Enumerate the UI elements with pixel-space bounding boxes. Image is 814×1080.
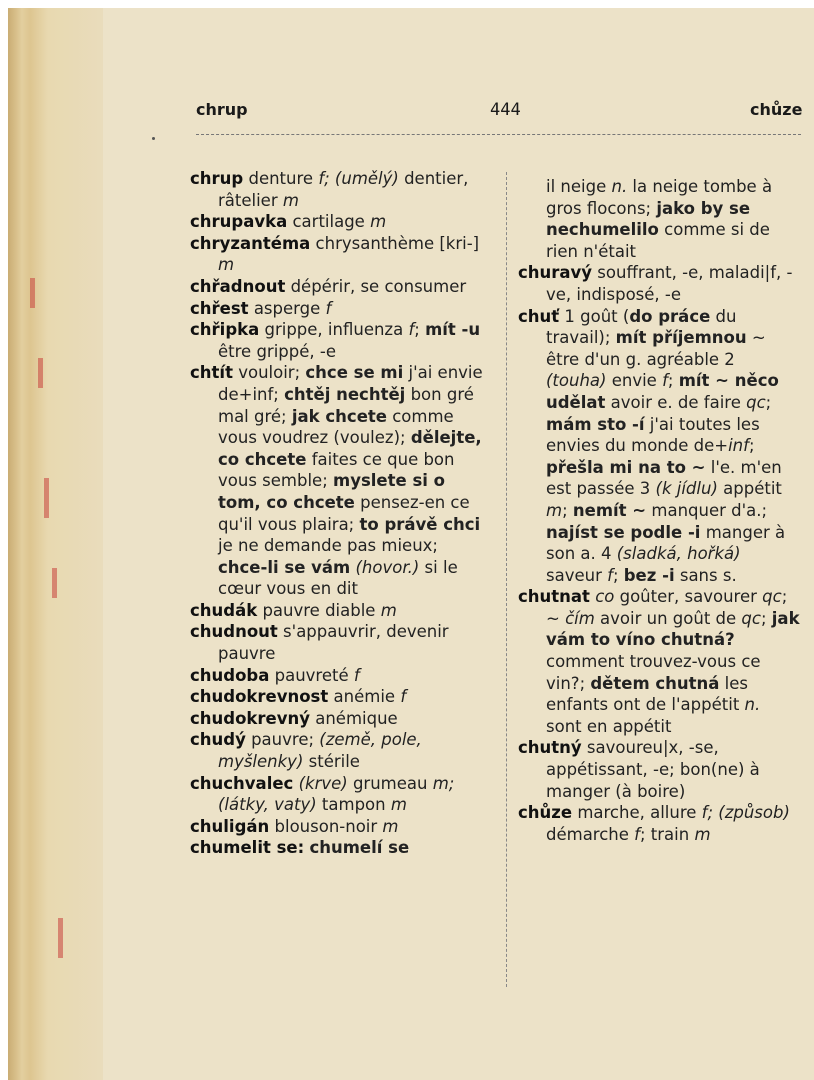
dictionary-entry	[190, 665, 490, 687]
dictionary-entry	[190, 729, 490, 772]
thumb-index-mark	[44, 478, 49, 518]
dictionary-entry	[190, 298, 490, 320]
headword: chutnat	[518, 587, 590, 607]
translation: l'e. m'en est passée 3	[546, 457, 782, 499]
translation: les enfants ont de l'appétit	[546, 673, 749, 715]
headword: chutný	[518, 738, 582, 758]
column-divider	[506, 172, 507, 987]
translation: ; train	[639, 824, 695, 844]
translation: appétit	[717, 479, 782, 499]
headword: chůze	[518, 803, 573, 823]
grammar-note: f; (způsob)	[701, 803, 790, 823]
header-rule	[196, 134, 801, 135]
phrase: jak chcete	[291, 406, 387, 426]
translation: pauvre;	[245, 730, 320, 750]
headword: chřest	[190, 298, 249, 318]
grammar-note: n.	[744, 695, 761, 715]
dictionary-entry	[518, 262, 800, 305]
grammar-note: qc	[762, 587, 782, 607]
translation: avoir e. de faire	[605, 392, 747, 412]
dictionary-entry	[518, 737, 800, 802]
grammar-note: f	[634, 824, 640, 844]
grammar-note: m	[218, 255, 235, 275]
headword: chřadnout	[190, 276, 286, 296]
dictionary-entry	[190, 837, 490, 859]
translation: comme vous voudrez (voulez);	[218, 406, 454, 448]
right-column	[518, 176, 800, 845]
translation: j'ai toutes les envies du monde de+	[546, 414, 760, 456]
grammar-note: m	[370, 212, 387, 232]
grammar-note: (k jídlu)	[655, 479, 718, 499]
grammar-note: f	[662, 371, 668, 391]
headword: chrupavka	[190, 212, 288, 232]
headword: chumelit se:	[190, 838, 305, 858]
grammar-note: (krve)	[298, 773, 348, 793]
translation: stérile	[303, 752, 360, 772]
translation: avoir un goût de	[594, 608, 742, 628]
grammar-note: f; (umělý)	[318, 169, 399, 188]
translation: goûter, savourer	[614, 587, 763, 607]
headword: churavý	[518, 263, 593, 283]
translation: denture	[243, 169, 319, 188]
phrase: chce se mi	[305, 363, 404, 383]
grammar-note: qc	[741, 608, 761, 628]
grammar-note: f	[607, 565, 613, 585]
translation: savoureu|x, -se, appétissant, -e; bon(ne) à manger (à boire)	[546, 738, 760, 801]
dictionary-entry	[190, 600, 490, 622]
phrase: dělejte, co chcete	[218, 428, 482, 469]
phrase: najíst se podle -i	[546, 522, 701, 542]
thumb-index-mark	[52, 568, 57, 598]
dictionary-entry	[190, 686, 490, 708]
dictionary-entry	[190, 708, 490, 730]
translation: bon gré mal gré;	[218, 384, 474, 426]
translation: ~ être d'un g. agréable 2	[546, 328, 766, 369]
page-speck	[152, 137, 155, 140]
phrase: mám sto -í	[546, 414, 645, 434]
phrase: mít příjemnou	[615, 328, 747, 348]
headword: chudý	[190, 730, 246, 750]
dictionary-entry	[518, 306, 800, 587]
translation: sont en appétit	[546, 716, 672, 736]
translation: anémie	[328, 687, 401, 707]
grammar-note: m	[282, 190, 299, 210]
headword: chřipka	[190, 320, 260, 340]
phrase: chumelí se	[309, 838, 410, 858]
translation: vouloir;	[232, 363, 306, 383]
grammar-note: (země, pole, myšlenky)	[218, 730, 422, 772]
grammar-note: f	[400, 687, 407, 707]
headword: chudák	[190, 600, 258, 620]
phrase: bez -i	[623, 565, 675, 585]
headword: chuchvalec	[190, 773, 294, 793]
translation: sans s.	[674, 565, 737, 585]
translation: je ne demande pas mieux;	[218, 536, 438, 556]
grammar-note: (hovor.)	[355, 557, 420, 577]
translation: blouson-noir	[269, 816, 383, 836]
translation: manquer d'a.;	[646, 500, 768, 520]
dictionary-entry	[190, 276, 490, 298]
grammar-note: m	[694, 824, 711, 844]
thumb-index-mark	[38, 358, 43, 388]
dictionary-entry	[518, 176, 800, 262]
dictionary-entry	[190, 233, 490, 276]
translation: faites ce que bon vous semble;	[218, 449, 455, 491]
translation: comment trouvez-vous ce vin?;	[546, 652, 761, 693]
phrase: myslete si o tom, co chcete	[218, 471, 445, 512]
dictionary-entry	[190, 211, 490, 233]
headword: chryzantéma	[190, 233, 311, 253]
translation: saveur	[546, 565, 608, 585]
phrase: to právě chci	[359, 514, 481, 534]
translation: j'ai envie de+inf;	[218, 363, 483, 404]
translation: pensez-en ce qu'il vous plaira;	[218, 492, 470, 534]
phrase: chce-li se vám	[218, 557, 351, 577]
dictionary-entry	[190, 319, 490, 362]
translation: dentier, râtelier	[218, 169, 469, 210]
translation: anémique	[309, 708, 398, 728]
headword: chrup	[190, 169, 244, 188]
grammar-note: n.	[611, 177, 628, 196]
translation: si le cœur vous en dit	[218, 557, 458, 599]
dictionary-entry	[190, 773, 490, 816]
grammar-note: (sladká, hořká)	[616, 544, 741, 564]
phrase: nemít ~	[572, 500, 647, 520]
headword: chudokrevný	[190, 708, 310, 728]
translation: dépérir, se consumer	[285, 276, 467, 296]
headword: chudokrevnost	[190, 687, 329, 707]
phrase: jako by se nechumelilo	[546, 198, 751, 240]
grammar-note: co	[595, 587, 615, 607]
translation: asperge	[248, 298, 326, 318]
headword: chuligán	[190, 816, 270, 836]
dictionary-entry	[518, 802, 800, 845]
phrase: do práce	[629, 306, 711, 326]
left-column	[190, 168, 490, 859]
page-edges	[8, 8, 108, 1080]
grammar-note: m	[382, 816, 399, 836]
phrase: chtěj nechtěj	[284, 384, 406, 404]
translation: ;	[612, 565, 624, 585]
translation: la neige tombe à gros flocons;	[546, 177, 773, 218]
headword: chuť	[518, 306, 560, 326]
translation: pauvreté	[269, 665, 354, 685]
translation: ;	[765, 392, 772, 412]
translation: grumeau	[347, 773, 433, 793]
grammar-note: qc	[746, 392, 766, 412]
translation: ;	[667, 371, 679, 391]
translation: chrysanthème [kri-]	[310, 233, 480, 253]
phrase: mít -u	[425, 320, 481, 340]
grammar-note: m	[390, 795, 407, 815]
thumb-index-mark	[58, 918, 63, 958]
grammar-note: m; (látky, vaty)	[218, 773, 455, 815]
dictionary-entry	[190, 621, 490, 664]
headword: chudoba	[190, 665, 270, 685]
dictionary-entry	[518, 586, 800, 737]
thumb-index-mark	[30, 278, 35, 308]
translation: ;	[760, 608, 772, 628]
headword: chudnout	[190, 622, 278, 642]
translation: manger à son a. 4	[546, 522, 786, 564]
grammar-note: f	[353, 665, 360, 685]
translation: tampon	[316, 795, 391, 815]
phrase: dětem chutná	[590, 673, 720, 693]
translation: s'appauvrir, devenir pauvre	[218, 622, 449, 664]
grammar-note: (touha)	[546, 371, 607, 391]
translation: comme si de rien n'était	[546, 220, 770, 261]
grammar-note: m	[380, 600, 397, 620]
translation: envie	[606, 371, 663, 391]
phrase: jak vám to víno chutná?	[546, 608, 800, 650]
translation: être grippé, -e	[218, 341, 336, 361]
translation: ;	[748, 436, 755, 456]
phrase: mít ~ něco udělat	[546, 371, 779, 412]
header-first-word: chrup	[196, 100, 248, 119]
translation: 1 goût (	[559, 306, 630, 326]
translation: ;	[562, 500, 573, 520]
page-number: 444	[490, 100, 521, 120]
translation: ;	[414, 320, 426, 340]
headword: chtít	[190, 363, 233, 383]
translation: cartilage	[287, 212, 371, 232]
translation: démarche	[546, 824, 635, 844]
translation: il neige	[546, 177, 612, 196]
phrase: přešla mi na to ~	[546, 457, 706, 477]
translation: marche, allure	[572, 803, 702, 823]
dictionary-entry	[190, 816, 490, 838]
translation: du travail);	[546, 306, 737, 348]
grammar-note: f	[325, 298, 332, 318]
translation: souffrant, -e, maladi|f, -ve, indisposé, -e	[546, 263, 793, 304]
translation: ; ~	[546, 587, 788, 628]
dictionary-entry	[190, 362, 490, 600]
translation: grippe, influenza	[259, 320, 409, 340]
header-last-word: chůze	[750, 100, 803, 119]
translation: pauvre diable	[257, 600, 381, 620]
grammar-note: inf	[728, 436, 749, 456]
grammar-note: m	[546, 500, 563, 520]
grammar-note: f	[408, 320, 415, 340]
dictionary-entry	[190, 168, 490, 211]
grammar-note: čím	[565, 608, 595, 628]
